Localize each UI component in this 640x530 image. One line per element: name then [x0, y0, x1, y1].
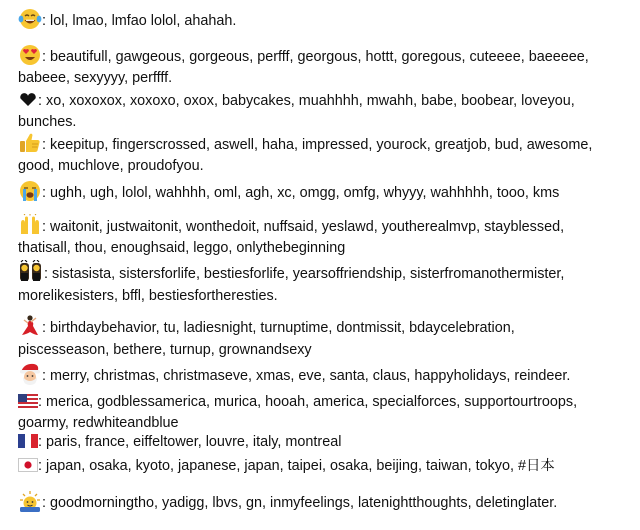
crying-face-icon	[18, 180, 42, 202]
sunrise-face-icon	[18, 490, 42, 512]
entry-line: goarmy, redwhiteandblue	[18, 415, 179, 431]
dancer-icon	[18, 314, 42, 338]
us-flag-icon	[18, 394, 38, 408]
entry-japan-flag	[18, 456, 626, 477]
entry-line: : birthdaybehavior, tu, ladiesnight, turnuptime, dontmissit, bdaycelebration,	[42, 319, 515, 336]
entry-raised-hands	[18, 216, 626, 259]
entry-france-flag	[18, 432, 626, 453]
entry-line: bunches.	[18, 114, 77, 130]
entry-line: : xo, xoxoxox, xoxoxo, oxox, babycakes, muahhhh, mwahh, babe, boobear, loveyou,	[38, 93, 575, 109]
santa-face-icon	[18, 362, 42, 386]
entry-line: piscesseason, bethere, turnup, grownandsexy	[18, 342, 312, 358]
entry-line: : beautifull, gawgeous, gorgeous, perfff, georgous, hottt, goregous, cuteeee, baeeeee,	[42, 48, 589, 65]
entry-heart-eyes	[18, 46, 626, 89]
dancing-women-icon	[18, 260, 44, 284]
japan-flag-icon	[18, 458, 38, 472]
france-flag-icon	[18, 434, 38, 448]
entry-line: : merica, godblessamerica, murica, hooah, america, specialforces, supportourtroops,	[38, 394, 578, 410]
entry-santa	[18, 364, 626, 388]
entry-line: : japan, osaka, kyoto, japanese, japan, taipei, osaka, beijing, taiwan, tokyo, #日本	[38, 458, 555, 474]
entry-sunrise-face	[18, 492, 626, 514]
entry-line: : sistasista, sistersforlife, bestiesforlife, yearsoffriendship, sisterfromanothermister,	[44, 265, 565, 282]
entry-us-flag	[18, 392, 626, 434]
entry-tears-of-joy	[18, 10, 626, 32]
entry-thumbs-up	[18, 134, 626, 177]
entry-dancer	[18, 316, 626, 361]
entry-line: : lol, lmao, lmfao lolol, ahahah.	[42, 12, 237, 29]
black-heart-icon	[18, 93, 38, 107]
entry-line: thatisall, thou, enoughsaid, leggo, onlythebeginning	[18, 240, 346, 256]
entry-crying	[18, 182, 626, 204]
entry-line: : waitonit, justwaitonit, wonthedoit, nuffsaid, yeslawd, youtherealmvp, stayblessed,	[42, 218, 565, 235]
entry-line: : ughh, ugh, lolol, wahhhh, oml, agh, xc, omgg, omfg, whyyy, wahhhhh, tooo, kms	[42, 184, 560, 201]
entry-line: morelikesisters, bffl, bestiesfortheresties.	[18, 288, 278, 304]
entry-line: : goodmorningtho, yadigg, lbvs, gn, inmyfeelings, latenightthoughts, deletinglater.	[42, 494, 558, 511]
entry-black-heart	[18, 91, 626, 133]
thumbs-up-icon	[18, 132, 42, 154]
entry-line: babeee, sexyyyy, perffff.	[18, 70, 173, 86]
entry-line: good, muchlove, proudofyou.	[18, 158, 204, 174]
heart-eyes-face-icon	[18, 44, 42, 66]
entry-line: : keepitup, fingerscrossed, aswell, haha, impressed, yourock, greatjob, bud, awesome,	[42, 136, 593, 153]
raised-hands-icon	[18, 214, 42, 236]
entry-dancing-women	[18, 262, 626, 307]
tears-of-joy-face-icon	[18, 8, 42, 30]
entry-line: : paris, france, eiffeltower, louvre, italy, montreal	[38, 434, 342, 450]
entry-line: : merry, christmas, christmaseve, xmas, eve, santa, claus, happyholidays, reindeer.	[42, 367, 571, 384]
